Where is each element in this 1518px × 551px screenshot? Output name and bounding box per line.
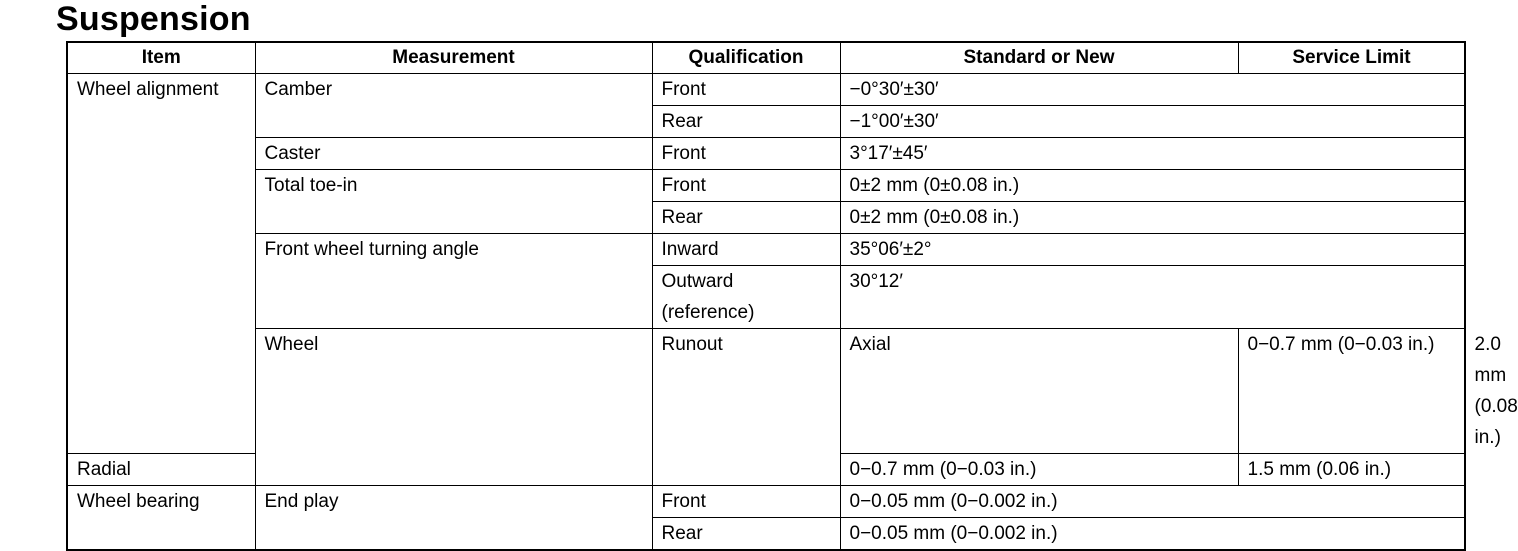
header-measurement: Measurement <box>255 42 652 74</box>
qualification-cell: Rear <box>652 518 840 551</box>
table-header-row <box>67 42 1465 74</box>
measurement-cell: Total toe-in <box>255 170 652 234</box>
table-row: Wheel Runout Axial 0−0.7 mm (0−0.03 in.) 2.0 mm (0.08 in.) <box>67 329 1465 454</box>
measurement-cell: Front wheel turning angle <box>255 234 652 329</box>
table-row <box>67 74 1465 106</box>
table-row <box>67 138 1465 170</box>
qualification-cell <box>652 266 840 329</box>
qualification-cell: Radial <box>67 454 255 486</box>
header-standard: Standard or New <box>840 42 1238 74</box>
standard-cell: 0−0.05 mm (0−0.002 in.) <box>840 518 1465 551</box>
standard-cell: 30°12′ <box>840 266 1465 329</box>
qualification-cell: Rear <box>652 202 840 234</box>
item-cell: Wheel <box>255 329 652 486</box>
standard-cell: −1°00′±30′ <box>840 106 1465 138</box>
standard-cell: −0°30′±30′ <box>840 74 1465 106</box>
qualification-line: Outward <box>661 271 734 292</box>
standard-cell: 3°17′±45′ <box>840 138 1465 170</box>
standard-cell: 0−0.7 mm (0−0.03 in.) <box>840 454 1238 486</box>
standard-cell: 0±2 mm (0±0.08 in.) <box>840 202 1465 234</box>
standard-cell: 35°06′±2° <box>840 234 1465 266</box>
item-cell: Wheel alignment <box>67 74 255 454</box>
service-limit-cell: 1.5 mm (0.06 in.) <box>1238 454 1465 486</box>
measurement-cell: Runout <box>652 329 840 486</box>
item-cell: Wheel bearing <box>67 486 255 551</box>
table-row <box>67 170 1465 202</box>
qualification-cell: Front <box>652 74 840 106</box>
qualification-cell: Rear <box>652 106 840 138</box>
qualification-cell: Axial <box>840 329 1238 454</box>
measurement-cell: End play <box>255 486 652 551</box>
qualification-cell: Front <box>652 138 840 170</box>
standard-cell: 0±2 mm (0±0.08 in.) <box>840 170 1465 202</box>
header-item: Item <box>67 42 255 74</box>
table-row <box>67 234 1465 266</box>
page-title: Suspension <box>56 0 251 38</box>
qualification-cell: Front <box>652 486 840 518</box>
header-qualification: Qualification <box>652 42 840 74</box>
qualification-cell: Inward <box>652 234 840 266</box>
qualification-cell: Front <box>652 170 840 202</box>
standard-cell: 0−0.05 mm (0−0.002 in.) <box>840 486 1465 518</box>
measurement-cell: Camber <box>255 74 652 138</box>
table-row <box>67 486 1465 518</box>
qualification-note: (reference) <box>661 302 755 323</box>
measurement-cell: Caster <box>255 138 652 170</box>
standard-cell: 0−0.7 mm (0−0.03 in.) <box>1238 329 1465 454</box>
suspension-spec-table <box>66 41 1518 551</box>
header-service-limit: Service Limit <box>1238 42 1465 74</box>
